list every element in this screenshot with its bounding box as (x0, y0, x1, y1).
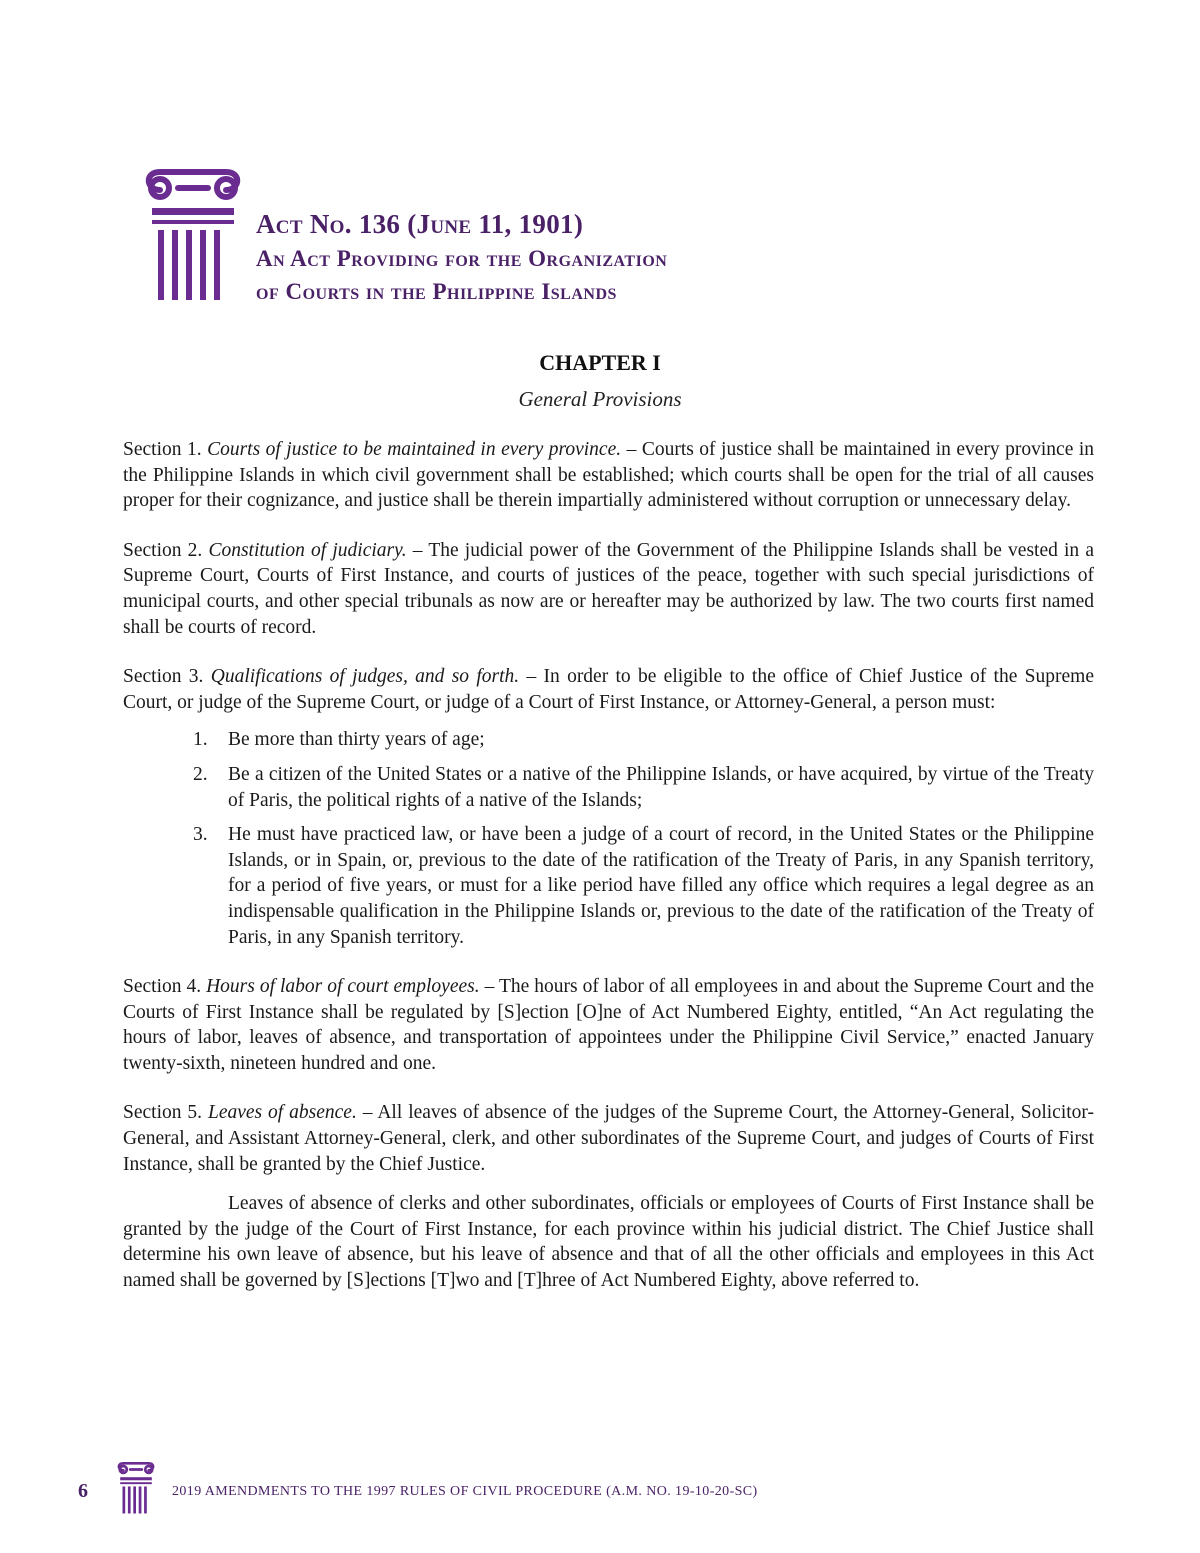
section-text: – The judicial power of the Government of the Philippine Islands shall be vested in a Supreme Court, Courts of First Instance, and courts of justices of the peace, together with such special jurisdictions of municipal courts, and other special tribunals as now are or hereafter may be authorized by law. The two courts first named shall be courts of record. (123, 539, 1094, 638)
section-title: Constitution of judiciary. (208, 539, 407, 561)
chapter-subheading: General Provisions (518, 387, 682, 411)
title-line-1: Act No. 136 (June 11, 1901) (256, 209, 584, 239)
section-label: Section 5. (123, 1102, 203, 1124)
list-item (123, 822, 1094, 950)
section-5 (123, 1100, 1094, 1177)
section-label: Section 4. (123, 976, 202, 998)
title-line-2: An Act Providing for the Organization (256, 246, 668, 271)
chapter-heading: CHAPTER I (539, 350, 661, 375)
list-number: 3. (193, 824, 208, 846)
section-title: Leaves of absence. (207, 1102, 357, 1124)
section-title: Hours of labor of court employees. (206, 976, 480, 998)
column-icon (114, 1461, 158, 1515)
section-text: – Courts of justice shall be maintained in every province in the Philippine Islands in which civil government shall be established; which courts shall be open for the trial of all causes proper for their cognizance, and justice shall be therein impartially administered without corruption or unnecessary delay. (123, 439, 1094, 512)
page-number: 6 (78, 1480, 88, 1502)
document-body (123, 437, 1094, 1294)
list-text: Be more than thirty years of age; (228, 729, 485, 751)
section-text: – In order to be eligible to the office of Chief Justice of the Supreme Court, or judge of the Supreme Court, or judge of a Court of First Instance, or Attorney-General, a person must: (123, 666, 1094, 713)
section-title: Courts of justice to be maintained in every province. (207, 439, 622, 460)
section-label: Section 1. (123, 439, 202, 460)
document-title (256, 206, 667, 308)
list-number: 2. (193, 763, 208, 785)
section-3 (123, 664, 1094, 715)
list-text: Be a citizen of the United States or a native of the Philippine Islands, or have acquired, by virtue of the Treaty of Paris, the political rights of a native of the Islands; (228, 763, 1094, 811)
section-label: Section 3. (123, 666, 204, 688)
list-item (123, 727, 1094, 753)
list-item (123, 762, 1094, 813)
section-text: – The hours of labor of all employees in and about the Supreme Court and the Courts of First Instance shall be regulated by [S]ection [O]ne of Act Numbered Eighty, entitled, “An Act regulating the hours of labor, leaves of absence, and transportation of appointees under the Philippine Civil Service,” enacted January twenty-sixth, nineteen hundred and one. (123, 976, 1094, 1074)
title-line-3: of Courts in the Philippine Islands (256, 279, 617, 304)
section-title: Qualifications of judges, and so forth. (210, 666, 520, 688)
section-1 (123, 437, 1094, 514)
list-number: 1. (193, 729, 208, 751)
section-label: Section 2. (123, 539, 203, 561)
column-icon (138, 166, 248, 306)
section-4 (123, 974, 1094, 1076)
section-2 (123, 538, 1094, 640)
section-text: – All leaves of absence of the judges of the Supreme Court, the Attorney-General, Solicitor-General, and Assistant Attorney-General, clerk, and other subordinates of the Supreme Court, and judges of Courts of First Instance, shall be granted by the Chief Justice. (123, 1102, 1095, 1175)
list-text: He must have practiced law, or have been a judge of a court of record, in the United States or the Philippine Islands, or in Spain, or, previous to the date of the ratification of the Treaty of Paris, in any Spanish territory, for a period of five years, or must for a like period have filled any office which requires a legal degree as an indispensable qualification in the Philippine Islands or, previous to the date of the ratification of the Treaty of Paris, in any Spanish territory. (228, 824, 1094, 948)
section-5-continuation: Leaves of absence of clerks and other subordinates, officials or employees of Courts of First Instance shall be granted by the judge of the Court of First Instance, for each province within his judicial district. The Chief Justice shall determine his own leave of absence, but his leave of absence and that of all the other officials and employees in this Act named shall be governed by [S]ections [T]wo and [T]hree of Act Numbered Eighty, above referred to. (123, 1193, 1094, 1292)
running-footer-title: 2019 AMENDMENTS TO THE 1997 RULES OF CIVIL PROCEDURE (A.M. NO. 19-10-20-SC) (172, 1484, 758, 1499)
qualifications-list (123, 727, 1094, 950)
